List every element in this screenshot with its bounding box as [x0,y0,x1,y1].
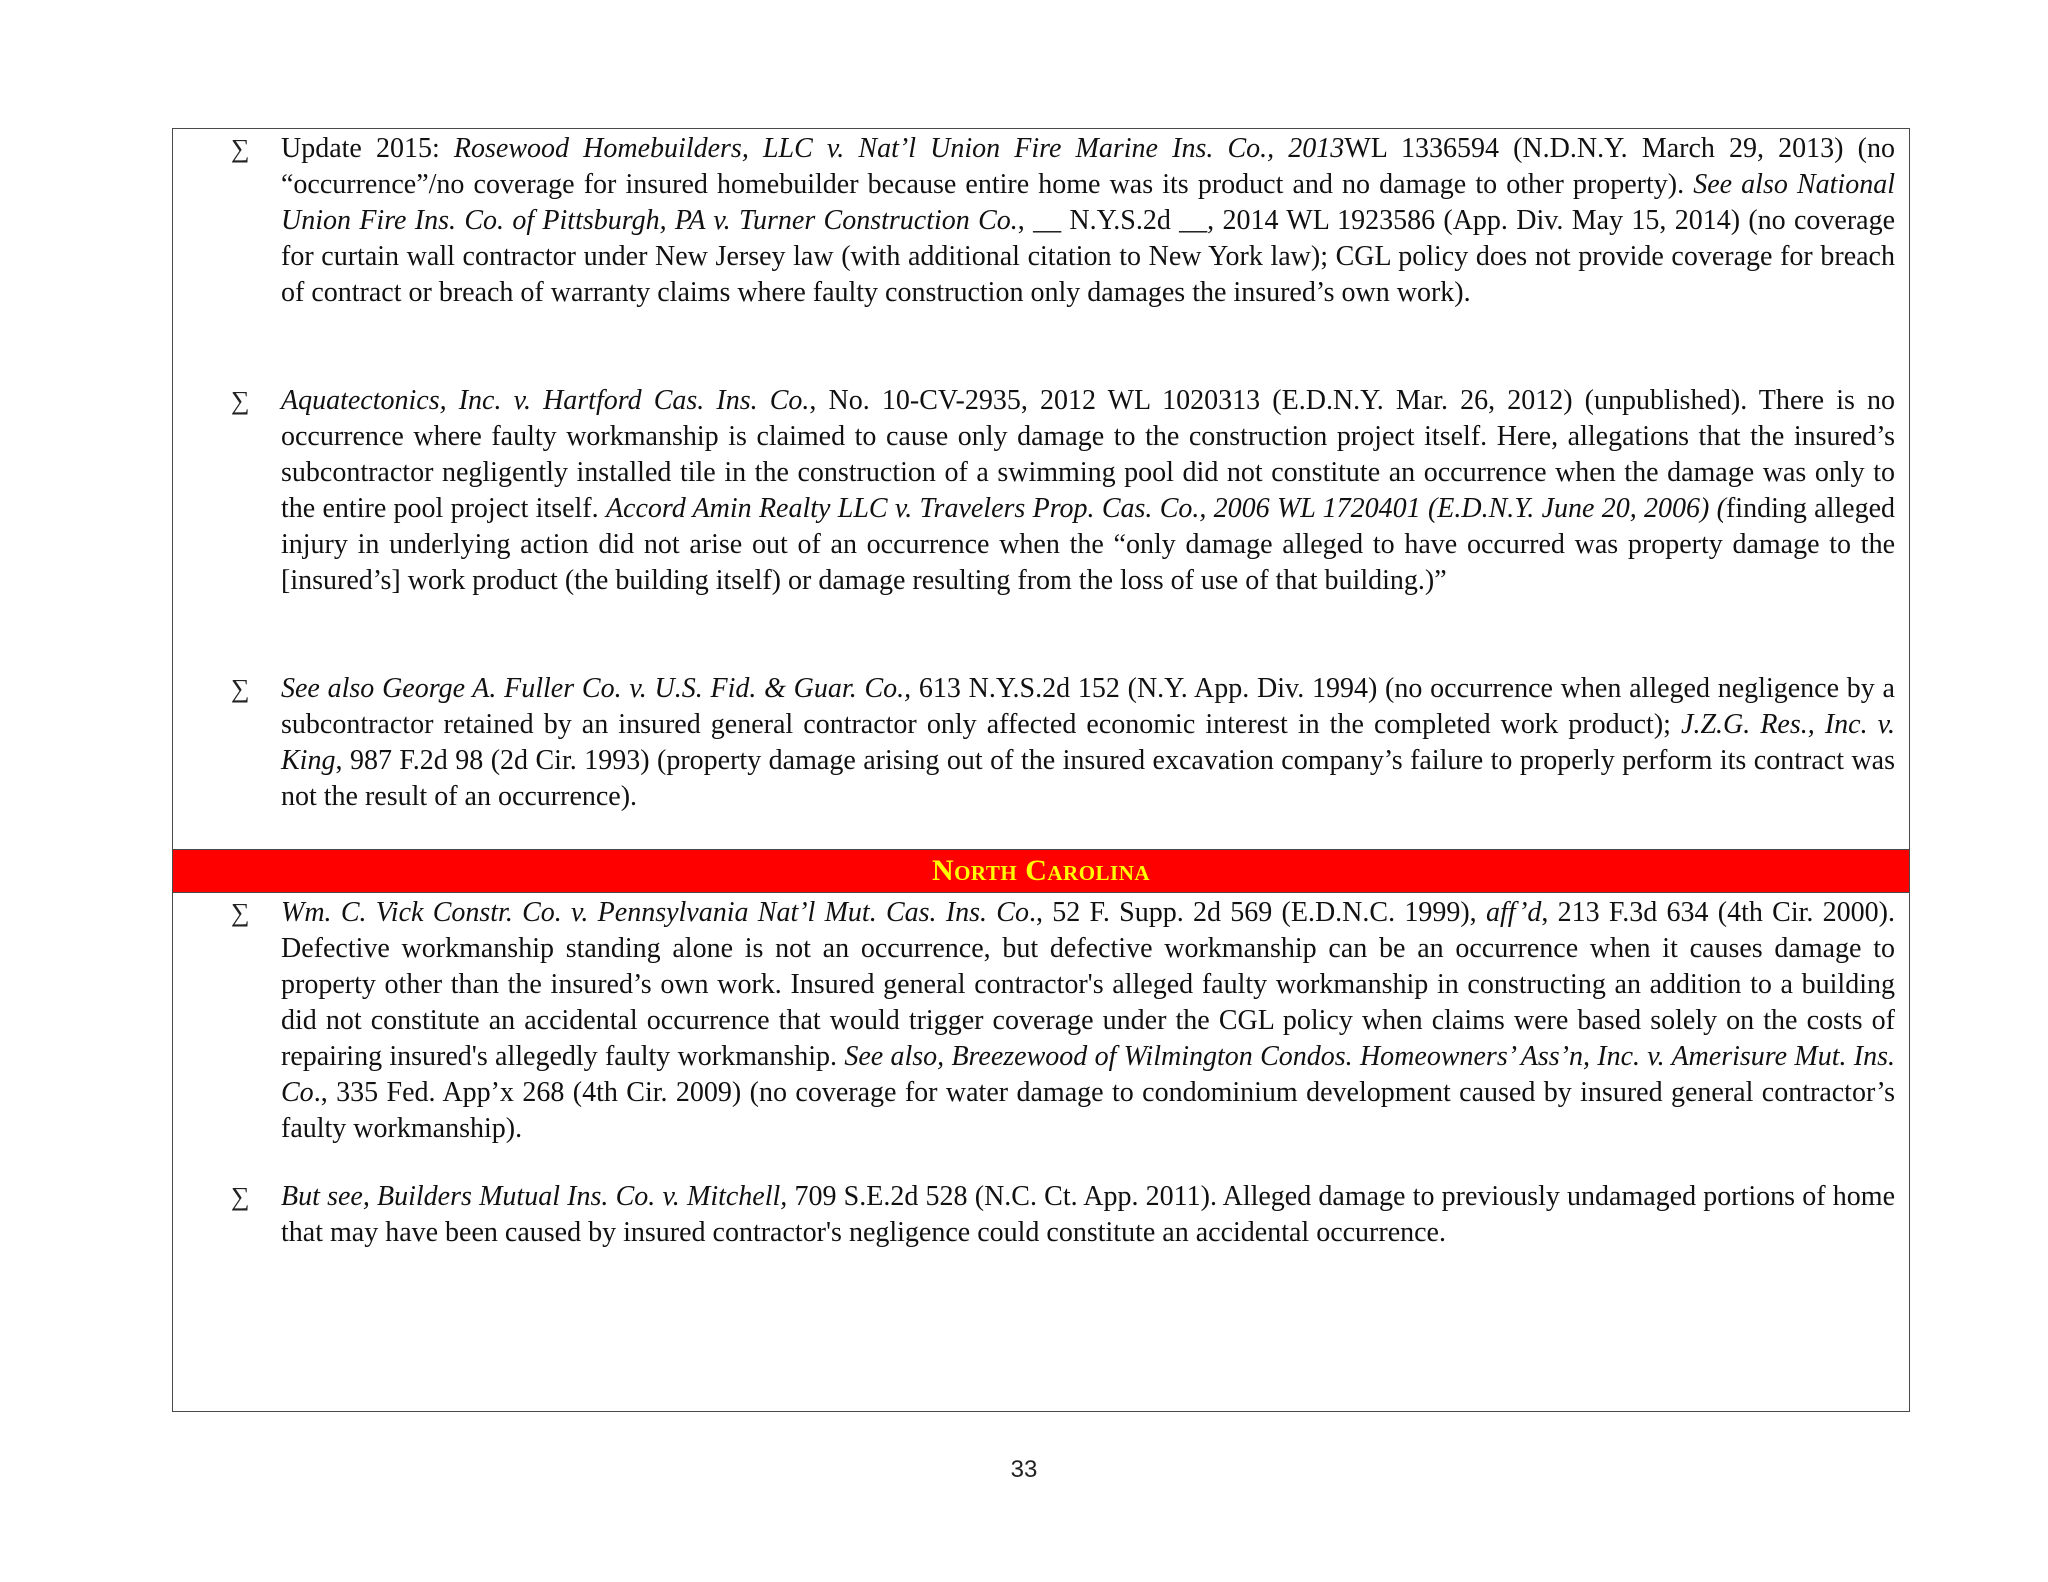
case-text: , No. 10-CV-2935, 2012 WL 1020313 (E.D.N.Y. Mar. 26, 2012) (unpublished). There is no occurrence where faulty workmanship is claimed to cause only damage to the construction project itself. Here, allegations that the insured’s subcontractor negligently installed tile in the construction of a swimming pool did not constitute an occurrence when the damage was only to the entire pool project itself. [281,385,1895,524]
case-citation-italic: Wm. C. Vick Constr. Co. v. Pennsylvania Nat’l Mut. Cas. Ins. Co [281,897,1029,928]
bullet-icon: ∑ [231,1182,250,1211]
case-text: WL 1336594 (N.D.N.Y. March 29, 2013) (no “occurrence”/no coverage for insured homebuilder because entire home was its product and no damage to other property). [281,133,1895,200]
case-citation-italic: See also National Union Fire Ins. Co. of Pittsburgh, PA v. Turner Construction Co. [281,169,1895,236]
case-citation-italic: Accord Amin Realty LLC v. Travelers Prop. Cas. Co., 2006 WL 1720401 (E.D.N.Y. June 20, 2006) ( [605,493,1726,524]
case-citation-italic: But see, Builders Mutual Ins. Co. v. Mitchell, [281,1181,788,1212]
case-entry [281,1179,1895,1251]
case-citation-italic: See also George A. Fuller Co. v. U.S. Fid. & Guar. Co., [281,673,912,704]
case-text: 709 S.E.2d 528 (N.C. Ct. App. 2011). Alleged damage to previously undamaged portions of home that may have been caused by insured contractor's negligence could constitute an accidental occurrence. [281,1181,1895,1248]
case-citation-italic: J.Z.G. Res., Inc. v. King [281,709,1896,776]
bullet-icon: ∑ [231,386,250,415]
case-text: , 987 F.2d 98 (2d Cir. 1993) (property damage arising out of the insured excavation company’s failure to properly perform its contract was not the result of an occurrence). [281,745,1895,812]
bullet-icon: ∑ [231,898,250,927]
case-text: ., 52 F. Supp. 2d 569 (E.D.N.C. 1999), [1029,897,1486,928]
section-heading: North Carolina [931,854,1151,887]
case-citation-italic: aff’d [1485,897,1542,928]
case-entry [281,131,1895,311]
case-entry [281,895,1895,1147]
case-text: , 213 F.3d 634 (4th Cir. 2000). Defective workmanship standing alone is not an occurrence, but defective workmanship can be an occurrence when it causes damage to property other than the insured’s own work. Insured general contractor's alleged faulty workmanship in constructing an addition to a building did not constitute an accidental occurrence that would trigger coverage under the CGL policy when claims were based solely on the costs of repairing insured's allegedly faulty workmanship. [281,897,1895,1072]
case-text: , __ N.Y.S.2d __, 2014 WL 1923586 (App. Div. May 15, 2014) (no coverage for curtain wall contractor under New Jersey law (with additional citation to New York law); CGL policy does not provide coverage for breach of contract or breach of warranty claims where faulty construction only damages the insured’s own work). [281,205,1896,308]
state-table [172,128,1910,1412]
case-entry [281,383,1895,599]
case-text: Update 2015: [281,133,454,164]
case-text: ., 335 Fed. App’x 268 (4th Cir. 2009) (no coverage for water damage to condominium development caused by insured general contractor’s faulty workmanship). [281,1077,1895,1144]
bullet-icon: ∑ [231,674,250,703]
case-citation-italic: Aquatectonics, Inc. v. Hartford Cas. Ins. Co. [281,385,810,416]
new-york-section [173,129,1909,849]
page-number: 33 [1010,1456,1038,1483]
case-text: finding alleged injury in underlying action did not arise out of an occurrence when the “only damage alleged to have occurred was property damage to the [insured’s] work product (the building itself) or damage resulting from the loss of use of that building.)” [281,493,1896,596]
section-heading-banner [173,849,1909,893]
case-citation-italic: See also, Breezewood of Wilmington Condos. Homeowners’ Ass’n, Inc. v. Amerisure Mut. Ins. Co [281,1041,1895,1108]
case-entry [281,671,1895,815]
case-text: 613 N.Y.S.2d 152 (N.Y. App. Div. 1994) (no occurrence when alleged negligence by a subcontractor retained by an insured general contractor only affected economic interest in the completed work product); [281,673,1895,740]
case-citation-italic: Rosewood Homebuilders, LLC v. Nat’l Union Fire Marine Ins. Co., 2013 [453,133,1345,164]
bullet-icon: ∑ [231,134,250,163]
